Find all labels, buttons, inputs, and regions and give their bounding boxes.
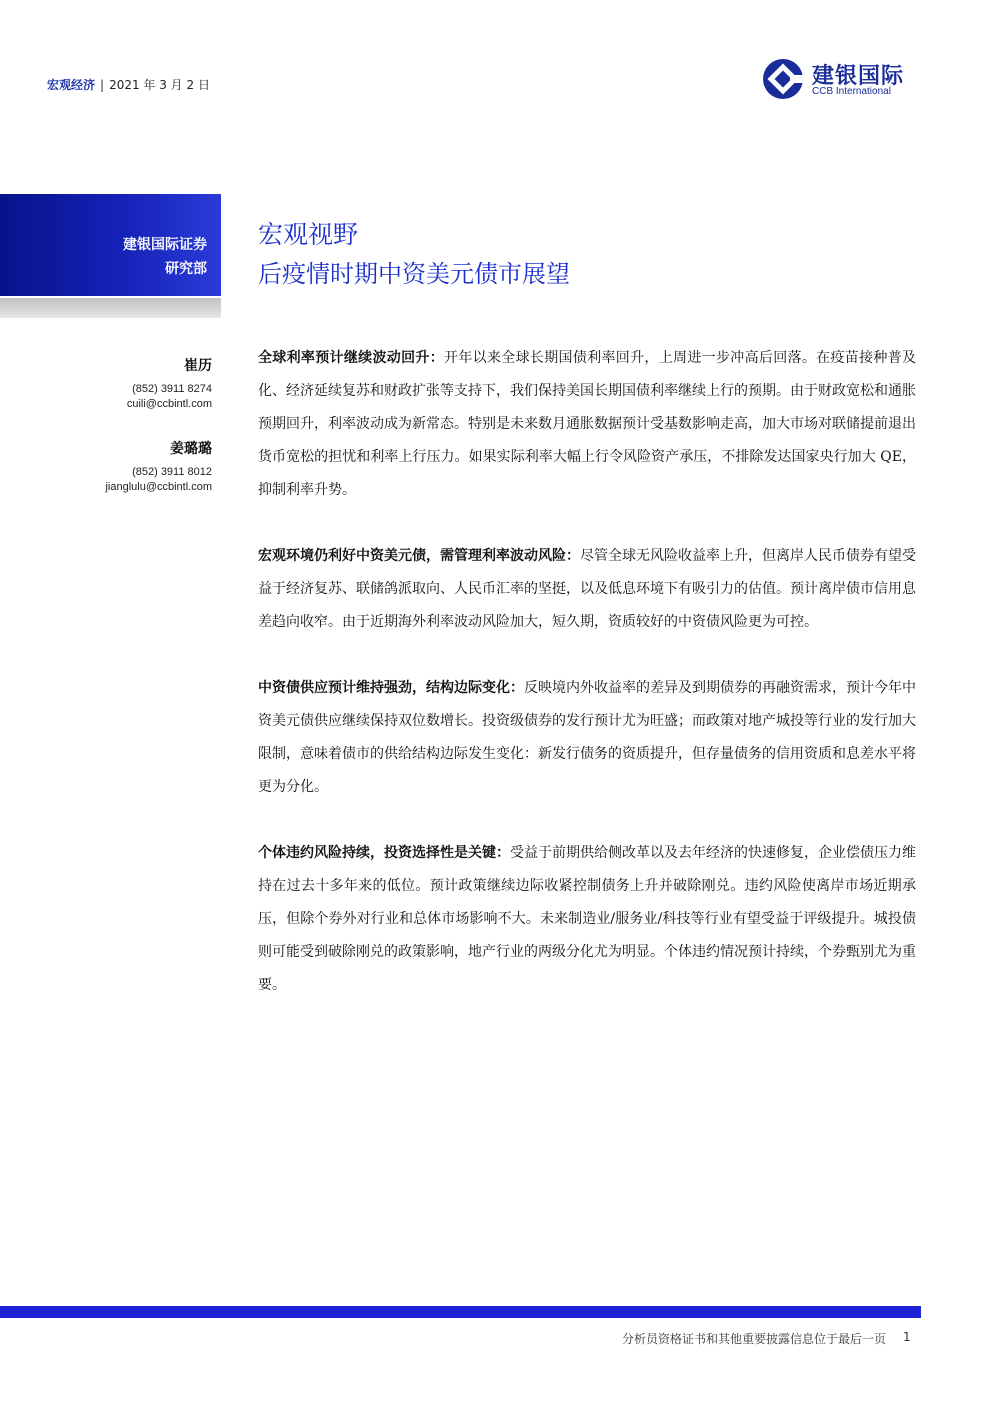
section-text: 反映境内外收益率的差异及到期债券的再融资需求，预计今年中资美元债供应继续保持双位数增长。投资级债券的发行预计尤为旺盛；而政策对地产城投等行业的发行加大限制，意味着债市的供给结构边际发生变化：新发行债务的资质提升，但存量债务的信用资质和息差水平将更为分化。 [258, 680, 916, 795]
report-category-date [47, 76, 210, 93]
section-lead: 全球利率预计继续波动回升： [258, 350, 445, 366]
disclosure-note: 分析员资格证书和其他重要披露信息位于最后一页 [621, 1332, 886, 1346]
org-name: 建银国际证券 [123, 237, 207, 253]
section-text: 受益于前期供给侧改革以及去年经济的快速修复，企业偿债压力维持在过去十多年来的低位。预计政策继续边际收紧控制债务上升并破除刚兑。违约风险使离岸市场近期承压，但除个券外对行业和总体市场影响不大。未来制造业/服务业/科技等行业有望受益于评级提升。城投债则可能受到破除刚兑的政策影响，地产行业的两级分化尤为明显。个体违约情况预计持续，个券甄别尤为重要。 [258, 845, 916, 993]
section-paragraph [258, 342, 916, 507]
section-lead: 宏观环境仍利好中资美元债，需管理利率波动风险： [258, 548, 580, 564]
logo-name-en: CCB International [812, 86, 891, 97]
ccbi-logo-icon [762, 58, 804, 100]
report-category: 宏观经济 [47, 78, 96, 92]
section-lead: 中资债供应预计维持强劲，结构边际变化： [258, 680, 524, 696]
analyst-phone: (852) 3911 8274 [132, 383, 212, 395]
banner-divider [0, 298, 221, 318]
org-department: 研究部 [165, 261, 207, 277]
analyst-block [127, 355, 212, 412]
section-paragraph [258, 672, 916, 804]
page-number: 1 [903, 1330, 911, 1344]
report-series-title: 宏观视野 [258, 220, 359, 249]
section-lead: 个体违约风险持续，投资选择性是关键： [258, 845, 510, 861]
header-separator: | [100, 78, 105, 92]
section-paragraph [258, 837, 916, 1002]
report-title: 后疫情时期中资美元债市展望 [258, 260, 570, 288]
logo-name-cn: 建银国际 [812, 64, 905, 89]
section-paragraph [258, 540, 916, 639]
report-date: 2021 年 3 月 2 日 [109, 78, 210, 92]
org-banner [0, 194, 221, 296]
analyst-name: 崔历 [184, 358, 212, 374]
ccbi-logo [762, 58, 952, 102]
analyst-phone: (852) 3911 8012 [132, 466, 212, 478]
analyst-name: 姜璐璐 [170, 441, 212, 457]
report-body [258, 342, 916, 1035]
analyst-email[interactable]: jianglulu@ccbintl.com [105, 481, 212, 493]
section-text: 开年以来全球长期国债利率回升，上周进一步冲高后回落。在疫苗接种普及化、经济延续复苏和财政扩张等支持下，我们保持美国长期国债利率继续上行的预期。由于财政宽松和通胀预期回升，利率波动成为新常态。特别是未来数月通胀数据预计受基数影响走高，加大市场对联储提前退出货币宽松的担忧和利率上行压力。如果实际利率大幅上行令风险资产承压，不排除发达国家央行加大 QE，抑制利率升势。 [258, 350, 917, 498]
analyst-block [105, 438, 212, 495]
section-text: 尽管全球无风险收益率上升，但离岸人民币债券有望受益于经济复苏、联储鸽派取向、人民币汇率的坚挺，以及低息环境下有吸引力的估值。预计离岸债市信用息差趋向收窄。由于近期海外利率波动风险加大，短久期，资质较好的中资债风险更为可控。 [258, 548, 916, 630]
analyst-email[interactable]: cuili@ccbintl.com [126, 398, 212, 410]
footer-bar [0, 1306, 921, 1318]
